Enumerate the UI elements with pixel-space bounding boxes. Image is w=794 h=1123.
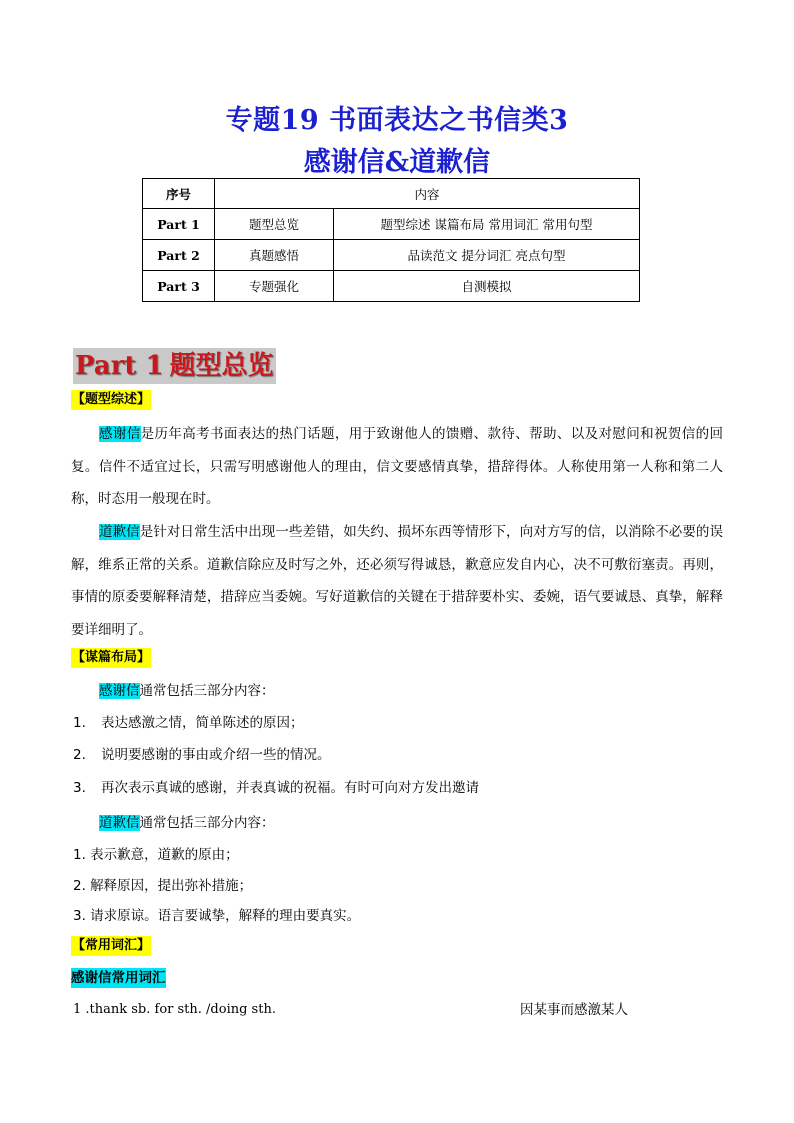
table-header-content: 内容 xyxy=(215,179,640,209)
highlight-apology-letter: 道歉信 xyxy=(99,524,140,540)
table-cell-content: 自测模拟 xyxy=(334,271,640,302)
table-cell-part: Part 1 xyxy=(143,209,215,240)
list-number: 2. xyxy=(73,747,86,763)
table-row xyxy=(143,271,640,302)
contents-table xyxy=(142,178,640,302)
vocab-phrase: 1 .thank sb. for sth. /doing sth. xyxy=(73,1002,276,1017)
overview-paragraph-thanks xyxy=(71,418,723,516)
list-item xyxy=(73,713,304,733)
section-heading-layout: 【谋篇布局】 xyxy=(71,648,151,668)
list-item xyxy=(73,745,331,765)
thanks-intro xyxy=(99,681,275,701)
list-number: 1. xyxy=(73,715,86,731)
overview-paragraph-apology xyxy=(71,516,723,646)
table-cell-part: Part 3 xyxy=(143,271,215,302)
table-cell-name: 真题感悟 xyxy=(215,240,334,271)
table-header-row xyxy=(143,179,640,209)
vocab-subheading: 感谢信常用词汇 xyxy=(71,970,166,986)
highlight-thanks-letter: 感谢信 xyxy=(99,426,141,442)
list-text: 再次表示真诚的感谢，并表真诚的祝福。有时可向对方发出邀请 xyxy=(101,780,479,796)
section-heading-vocab: 【常用词汇】 xyxy=(71,936,151,956)
table-row xyxy=(143,240,640,271)
section-heading-overview: 【题型综述】 xyxy=(71,390,151,410)
vocab-meaning: 因某事而感激某人 xyxy=(520,1002,628,1018)
list-text: 说明要感谢的事由或介绍一些的情况。 xyxy=(101,747,331,763)
table-cell-part: Part 2 xyxy=(143,240,215,271)
list-item xyxy=(73,778,479,798)
intro-text: 通常包括三部分内容： xyxy=(139,815,275,831)
paragraph-text: 是针对日常生活中出现一些差错，如失约、损坏东西等情形下，向对方写的信，以消除不必要的误解，维系正常的关系。道歉信除应及时写之外，还必须写得诚恳，歉意应发自内心，决不可敷衍塞责。再则，事情的原委要解释清楚，措辞应当委婉。写好道歉信的关键在于措辞要朴实、委婉，语气要诚恳、真挚，解释要详细明了。 xyxy=(71,524,724,638)
table-cell-name: 题型总览 xyxy=(215,209,334,240)
highlight-apology-letter: 道歉信 xyxy=(99,815,140,831)
list-item: 1. 表示歉意，道歉的原由； xyxy=(73,847,239,863)
highlight-thanks-letter: 感谢信 xyxy=(99,683,140,699)
table-cell-content: 题型综述 谋篇布局 常用词汇 常用句型 xyxy=(334,209,640,240)
list-item: 2. 解释原因，提出弥补措施； xyxy=(73,878,253,894)
list-item: 3. 请求原谅。语言要诚挚，解释的理由要真实。 xyxy=(73,908,361,924)
part1-name: 题型总览 xyxy=(169,351,274,381)
intro-text: 通常包括三部分内容： xyxy=(139,683,275,699)
table-header-index: 序号 xyxy=(143,179,215,209)
paragraph-text: 是历年高考书面表达的热门话题，用于致谢他人的馈赠、款待、帮助、以及对慰问和祝贺信的回复。信件不适宜过长，只需写明感谢他人的理由，信文要感情真挚，措辞得体。人称使用第一人称和第二人称，时态用一般现在时。 xyxy=(71,426,723,507)
list-text: 表达感激之情，简单陈述的原因； xyxy=(101,715,304,731)
table-cell-name: 专题强化 xyxy=(215,271,334,302)
part1-label: Part 1 xyxy=(75,351,164,381)
apology-intro xyxy=(99,813,275,833)
table-row xyxy=(143,209,640,240)
part1-heading xyxy=(73,348,276,384)
table-cell-content: 品读范文 提分词汇 亮点句型 xyxy=(334,240,640,271)
document-subtitle: 感谢信&道歉信 xyxy=(303,147,491,178)
document-title: 专题19 书面表达之书信类3 xyxy=(225,105,569,136)
list-number: 3. xyxy=(73,780,86,796)
